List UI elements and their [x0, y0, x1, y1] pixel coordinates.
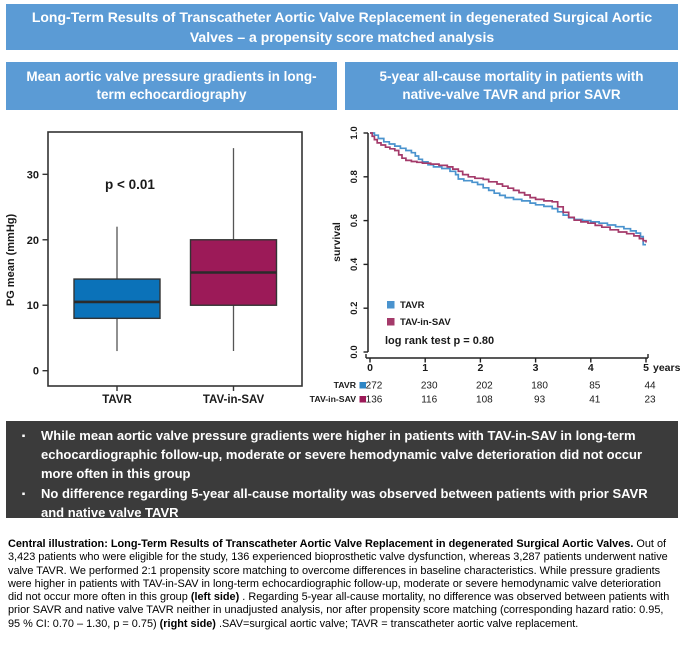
- svg-text:0.6: 0.6: [349, 213, 360, 228]
- boxplot-y-axis: [5, 169, 48, 377]
- svg-text:23: 23: [644, 394, 656, 406]
- svg-text:180: 180: [531, 380, 548, 392]
- figure-caption: [8, 538, 678, 631]
- svg-text:TAV-in-SAV: TAV-in-SAV: [202, 394, 265, 406]
- left-panel-title: Mean aortic valve pressure gradients in long-term echocardiography: [6, 62, 337, 110]
- km-x-axis: [366, 354, 681, 374]
- svg-text:5: 5: [643, 362, 649, 374]
- km-risk-table: [310, 380, 656, 406]
- bullet-square-icon: ▪: [21, 431, 26, 442]
- right-panel-title: 5-year all-cause mortality in patients with native-valve TAVR and prior SAVR: [345, 62, 678, 110]
- caption-text: Out of 3,423 patients who were eligible for the study, 136 experienced bioprosthetic valve dysfunction, whereas 3,287 patients underwent native valve TAVR. We performed 2:1 propensity score matching to overcome differences in baseline characteristics. While pressure gradients were higher in patients with TAV-in-SAV in long-term echocardiographic follow-up, moderate or severe hemodynamic valve deterioration did not occur more often in this group: [8, 538, 668, 604]
- svg-text:108: 108: [476, 394, 493, 406]
- caption-abbreviations: .SAV=surgical aortic valve; TAVR = transcatheter aortic valve replacement.: [218, 617, 579, 630]
- svg-text:116: 116: [421, 394, 438, 406]
- svg-text:3: 3: [532, 362, 539, 374]
- svg-text:TAVR: TAVR: [102, 394, 132, 406]
- figure-title: Long-Term Results of Transcatheter Aortic Valve Replacement in degenerated Surgical Aortic Valves – a propensity score matched analysis: [31, 9, 653, 45]
- svg-text:0.4: 0.4: [349, 257, 360, 272]
- svg-text:4: 4: [587, 362, 594, 374]
- bullet-square-icon: ▪: [21, 488, 26, 500]
- svg-text:0.8: 0.8: [349, 170, 360, 184]
- svg-text:TAV-in-SAV: TAV-in-SAV: [309, 394, 356, 404]
- svg-text:survival: survival: [331, 222, 343, 262]
- caption-title: Central illustration: Long-Term Results of Transcatheter Aortic Valve Replacement in degenerated Surgical Aortic Valves.: [8, 538, 634, 550]
- key-findings-box: [6, 421, 678, 518]
- caption-text: . Regarding 5-year all-cause mortality, no difference was observed between patients with prior SAVR and native valve TAVR neither in unadjusted analysis, nor after propensity score matching (corresponding hazard ratio: 0.95, 95 % CI: 0.70 – 1.30, p = 0.75): [8, 591, 670, 630]
- caption-right-side-ref: (right side): [159, 617, 216, 630]
- svg-text:2: 2: [477, 362, 484, 374]
- km-curve-TAV-in-SAV: [370, 133, 646, 243]
- svg-text:years: years: [653, 362, 681, 374]
- svg-text:272: 272: [365, 380, 383, 392]
- svg-text:41: 41: [589, 394, 601, 406]
- svg-text:0: 0: [367, 362, 373, 374]
- svg-text:0.2: 0.2: [349, 301, 360, 315]
- finding-text: No difference regarding 5-year all-cause mortality was observed between patients with prior SAVR and native valve TAVR: [41, 485, 648, 520]
- svg-text:PG mean (mmHg): PG mean (mmHg): [5, 213, 17, 307]
- svg-text:1.0: 1.0: [349, 126, 360, 140]
- figure-title-banner: [6, 4, 678, 50]
- svg-text:230: 230: [420, 380, 438, 392]
- svg-text:TAVR: TAVR: [333, 380, 356, 390]
- key-findings-list: [6, 426, 660, 522]
- km-logrank-p: log rank test p = 0.80: [385, 335, 495, 347]
- svg-text:136: 136: [365, 394, 383, 406]
- finding-item: [6, 484, 660, 522]
- svg-text:85: 85: [589, 380, 601, 392]
- caption-left-side-ref: (left side): [190, 591, 240, 604]
- finding-item: [6, 426, 660, 484]
- svg-text:44: 44: [644, 380, 656, 392]
- svg-text:TAV-in-SAV: TAV-in-SAV: [400, 317, 451, 328]
- svg-text:10: 10: [26, 300, 39, 313]
- svg-text:1: 1: [422, 362, 429, 374]
- km-legend: [385, 300, 494, 347]
- svg-text:0.0: 0.0: [349, 345, 360, 359]
- svg-text:202: 202: [476, 380, 493, 392]
- boxplot-p-value: p < 0.01: [105, 177, 155, 192]
- svg-text:20: 20: [26, 234, 39, 247]
- finding-text: While mean aortic valve pressure gradients were higher in patients with TAV-in-SAV in long-term echocardiographic follow-up, moderate or severe hemodynamic valve deterioration did not occur more often in this group: [41, 428, 643, 482]
- km-y-axis: [331, 126, 368, 358]
- svg-text:30: 30: [26, 169, 39, 182]
- svg-text:0: 0: [32, 365, 39, 378]
- km-survival-chart: [290, 115, 685, 411]
- svg-text:93: 93: [534, 394, 546, 406]
- svg-text:TAVR: TAVR: [400, 300, 425, 311]
